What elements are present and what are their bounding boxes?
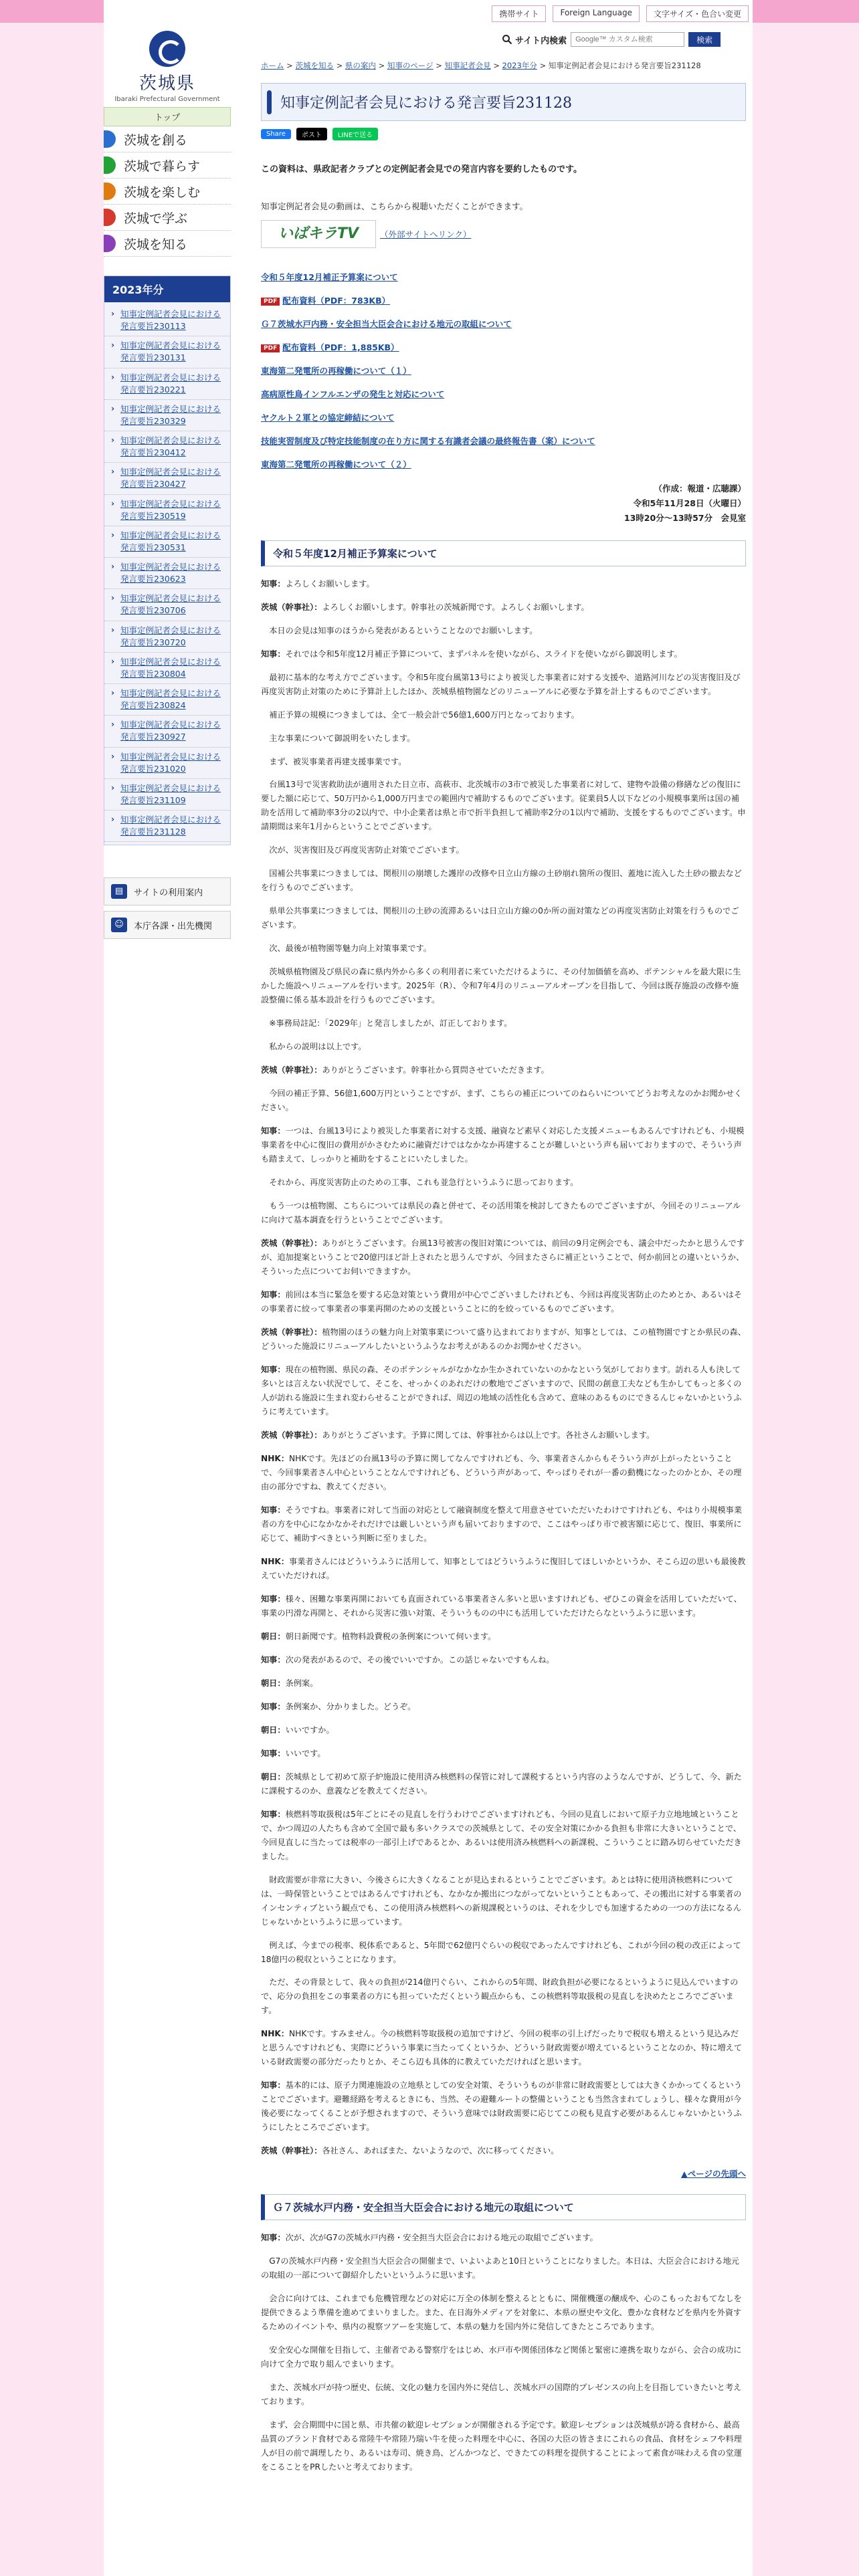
transcript-paragraph <box>261 577 746 591</box>
speech-text: 今回の補正予算、56億1,600万円ということですが、まず、こちらの補正についてのねらいについてどうお考えなのかお聞かせください。 <box>261 1089 743 1113</box>
speech-text: 国補公共事業につきましては、関根川の崩壊した護岸の改修や日立山方線の土砂崩れ箇所の復旧、蓋地に流入した土砂の撤去などを行うものでございます。 <box>261 869 742 893</box>
transcript-paragraph <box>261 732 746 746</box>
sidebar-nav-label: 茨城で学ぶ <box>124 211 188 226</box>
transcript-paragraph <box>261 1087 746 1115</box>
speaker-label: 茨城（幹事社）： <box>261 1430 322 1440</box>
speech-text: 最初に基本的な考え方でございます。令和5年度台風第13号により被災した事業者に対する支援や、道路河川などの災害復旧及び再度災害防止対策のために予算計上したほか、茨城県植物園などのリニューアルに必要な予算を計上するものでございます。 <box>261 672 741 696</box>
year-archive-link[interactable]: 知事定例記者会見における発言要旨230706 <box>120 593 221 616</box>
external-site-link[interactable]: （外部サイトへリンク） <box>380 229 472 239</box>
section-heading-budget: 令和５年度12月補正予算案について <box>261 540 746 566</box>
transcript-paragraph <box>261 1428 746 1442</box>
breadcrumb-separator: > <box>537 61 549 70</box>
speaker-label: NHK： <box>261 1556 290 1566</box>
sidebar-nav-item[interactable] <box>104 126 231 152</box>
pdf-icon: PDF <box>261 298 280 306</box>
pdf-download-link[interactable]: 配布資料（PDF：783KB） <box>282 296 391 306</box>
speech-text: よろしくお願いします。 <box>285 578 375 588</box>
breadcrumb-link[interactable]: ホーム <box>261 61 284 70</box>
sidebar-nav-item[interactable] <box>104 152 231 179</box>
transcript-paragraph <box>261 1808 746 1864</box>
pdf-download-link[interactable]: 配布資料（PDF：1,885KB） <box>282 342 399 352</box>
speech-text: よろしくお願いします。幹事社の茨城新聞です。よろしくお願いします。 <box>322 602 589 612</box>
transcript-paragraph <box>261 1770 746 1798</box>
transcript-budget <box>261 577 746 2159</box>
page-top-row <box>261 2167 746 2179</box>
sidebar-nav-item[interactable] <box>104 205 231 231</box>
speaker-label: 知事： <box>261 1809 286 1819</box>
transcript-paragraph <box>261 942 746 956</box>
transcript-paragraph <box>261 2292 746 2334</box>
toc-item <box>261 435 746 447</box>
transcript-paragraph <box>261 1124 746 1166</box>
toc-item <box>261 318 746 330</box>
page-title: 知事定例記者会見における発言要旨231128 <box>280 95 572 112</box>
year-archive-link[interactable]: 知事定例記者会見における発言要旨230427 <box>120 467 221 490</box>
toc-link[interactable]: 高病原性鳥インフルエンザの発生と対応について <box>261 389 445 399</box>
transcript-paragraph <box>261 778 746 834</box>
transcript-paragraph <box>261 1653 746 1667</box>
year-archive-link[interactable]: 知事定例記者会見における発言要旨230623 <box>120 562 221 584</box>
transcript-paragraph <box>261 1555 746 1583</box>
speech-text: また、茨城水戸が持つ歴史、伝統、文化の魅力を国内外に発信し、茨城水戸の国際的プレゼンスの向上を目指していきたいと考えております。 <box>261 2383 742 2407</box>
guide-book-icon: ▤ <box>111 884 127 899</box>
speech-text: 県単公共事業につきましては、関根川の土砂の流滞あるいは日立山方線の0か所の面対策などの再度災害防止対策を行うものでございます。 <box>261 906 739 930</box>
speech-text: ありがとうございます。予算に関しては、幹事社からは以上です。各社さんお願いします。 <box>322 1430 655 1440</box>
speech-text: 朝日新聞です。植物料設費税の条例案について伺います。 <box>285 1631 496 1641</box>
breadcrumb-link[interactable]: 2023年分 <box>502 61 537 70</box>
year-archive-link[interactable]: 知事定例記者会見における発言要旨231109 <box>120 782 221 805</box>
toc-link[interactable]: 令和５年度12月補正予算案について <box>261 272 398 282</box>
credits-author: （作成：報道・広聴課） <box>654 484 746 494</box>
utility-links <box>492 5 749 22</box>
speech-text: 次が、次がG7の茨城水戸内務・安全担当大臣会合における地元の取組でございます。 <box>285 2233 598 2243</box>
speech-text: 基本的には、原子力関連施設の立地県としての安全対策、そういうものが非常に財政需要としては大きくかかってくるということでございます。避難経路を考えるときにも、当然、その避難ルートの整備ということも当然含まれてしょうし、様々な費用が今後必要になってくることが予想されますので、そういう意味では財政需要に応じてこの税も見直す必要があるんじゃないかというふうにしたところでございます。 <box>261 2080 743 2133</box>
speaker-label: 朝日： <box>261 1772 286 1782</box>
breadcrumb-separator: > <box>433 61 445 70</box>
speech-text: 核燃料等取扱税は5年ごとにその見直しを行うわけでございますけれども、今回の見直しにおいて原子力立地地域ということで、かつ周辺の人たちも含めて全国で最も多いクラスでの茨城県として、その安全対策にかかる負担も非常に大きいということで、今回見直しに当たっては税率の一部引上げであるとか、あるいは使用済み核燃料への新課税、こういうことに踏み切らせていただきました。 <box>261 1809 742 1861</box>
year-archive-item <box>104 589 230 621</box>
breadcrumb-current: 知事定例記者会見における発言要旨231128 <box>548 61 701 70</box>
video-note: 知事定例記者会見の動画は、こちらから視聴いただくことができます。 <box>261 201 529 211</box>
transcript-paragraph <box>261 2078 746 2135</box>
logo-english-name: Ibaraki Prefectural Government <box>114 96 220 103</box>
sidebar-nav <box>104 126 231 257</box>
year-archive-link[interactable]: 知事定例記者会見における発言要旨230531 <box>120 530 221 552</box>
transcript-paragraph <box>261 1630 746 1644</box>
transcript-paragraph <box>261 1592 746 1620</box>
toc-link[interactable]: 東海第二発電所の再稼働について（２） <box>261 459 411 469</box>
speaker-label: 知事： <box>261 1748 286 1758</box>
year-archive-item <box>104 653 230 684</box>
sidebar-nav-label: 茨城を楽しむ <box>124 185 201 200</box>
speech-text: 私からの説明は以上です。 <box>269 1042 367 1052</box>
year-archive-link[interactable]: 知事定例記者会見における発言要旨230720 <box>120 625 221 647</box>
year-archive-link[interactable]: 知事定例記者会見における発言要旨230824 <box>120 688 221 711</box>
departments-label: 本庁各課・出先機関 <box>134 921 213 932</box>
speaker-label: 知事： <box>261 1126 286 1136</box>
year-archive-list <box>104 302 230 845</box>
breadcrumb-separator: > <box>375 61 387 70</box>
transcript-paragraph <box>261 2231 746 2245</box>
speech-text: それでは令和5年度12月補正予算について、まずパネルを使いながら、スライドを使いながら御説明します。 <box>285 649 682 659</box>
search-input[interactable] <box>571 32 684 47</box>
speech-text: 現在の植物園、県民の森、そのポテンシャルがなかなか生かされていないのかなという気がしております。訪れる人も決して多いとは言えない状況でして、そこを、せっかくのあれだけの敷地でございますので、民間の創意工夫なども生かしてもっと多くの人が訪れる施設に生まれ変わらせることができれば、周辺の地域の活性化も含めて、意味のあるものにできるんじゃないかというふうに考えています。 <box>261 1365 742 1416</box>
transcript-paragraph <box>261 1288 746 1316</box>
toc-item <box>261 388 746 400</box>
toc-link[interactable]: Ｇ７茨城水戸内務・安全担当大臣会合における地元の取組について <box>261 319 512 329</box>
speech-text: まず、被災事業者再建支援事業です。 <box>269 756 407 766</box>
credits <box>261 481 746 526</box>
year-archive-item <box>104 400 230 431</box>
speech-text: まず、会合期間中に国と県、市共催の歓迎レセプションが開催される予定です。歓迎レセプションは茨城県が誇る食材から、最高品質のブランド食材である常陸牛や常陸乃瑞い牛を使った料理を中心に、各国の大臣の皆さまにこれらの食品、食材をシェフや料理人が目の前で調理したり、あるいは寿司、焼き鳥、どんかつなど、できたての料理を提供することによって素食が味わえる食の堂運をこることをPRしたいと考えております。 <box>261 2420 743 2472</box>
speech-text: 茨城県として初めて原子炉施設に使用済み核燃料の保管に対して課税するという内容のようなんですが、どうして、今、新たに課税するのか、意義などを教えてください。 <box>261 1772 742 1796</box>
transcript-paragraph <box>261 755 746 769</box>
search-icon <box>502 34 512 45</box>
speech-text: 各社さん、あればまた、ないようなので、次に移ってください。 <box>322 2146 559 2156</box>
speech-text: 事業者さんにはどういうふうに活用して、知事としてはどういうふうに復旧してほしいかというか、そこら辺の思いも最後教えていただければ。 <box>261 1556 746 1580</box>
transcript-paragraph <box>261 2381 746 2409</box>
speech-text: いいです。 <box>285 1748 326 1758</box>
year-archive-item <box>104 779 230 811</box>
speaker-label: NHK： <box>261 2029 290 2039</box>
toc-link[interactable]: 東海第二発電所の再稼働について（１） <box>261 366 411 376</box>
speaker-label: 茨城（幹事社）： <box>261 602 322 612</box>
speaker-label: 茨城（幹事社）： <box>261 1065 322 1075</box>
year-archive-item <box>104 621 230 653</box>
speaker-label: 知事： <box>261 1701 286 1711</box>
mobile-site-link[interactable]: 携帯サイト <box>492 5 546 22</box>
section-heading-g7: Ｇ７茨城水戸内務・安全担当大臣会合における地元の取組について <box>261 2194 746 2220</box>
transcript-paragraph <box>261 1325 746 1354</box>
breadcrumb-link[interactable]: 県の案内 <box>345 61 376 70</box>
year-archive-item <box>104 558 230 589</box>
transcript-paragraph <box>261 843 746 857</box>
speech-text: それから、再度災害防止のための工事、これも並急行というふうに思っております。 <box>269 1178 579 1188</box>
breadcrumb-link[interactable]: 知事記者会見 <box>444 61 491 70</box>
page-title-box <box>261 83 746 121</box>
prefecture-emblem-icon <box>149 31 185 67</box>
breadcrumb-separator: > <box>284 61 296 70</box>
transcript-paragraph <box>261 1040 746 1054</box>
transcript-paragraph <box>261 1873 746 1929</box>
year-archive-link[interactable]: 知事定例記者会見における発言要旨230113 <box>120 309 221 332</box>
breadcrumb-link[interactable]: 茨城を知る <box>295 61 334 70</box>
logo-name: 茨城県 <box>138 74 195 94</box>
toc-item <box>261 294 746 306</box>
speaker-label: 茨城（幹事社）： <box>261 1239 322 1249</box>
video-link-row <box>261 220 746 248</box>
toc-item <box>261 341 746 353</box>
year-archive-box <box>104 276 231 845</box>
site-logo[interactable] <box>104 23 231 106</box>
transcript-paragraph <box>261 1677 746 1691</box>
speech-text: 次の発表があるので、その後でいいですか。この話じゃないですもんね。 <box>285 1654 555 1665</box>
speech-text: 安全安心な開催を目指して、主催者である警察庁をはじめ、水戸市や関係団体など関係と緊密に連携を取りながら、会合の成功に向けて全力で取り組んでまいります。 <box>261 2345 742 2369</box>
breadcrumb <box>261 60 746 71</box>
year-archive-link[interactable]: 知事定例記者会見における発言要旨230927 <box>120 720 221 742</box>
transcript-paragraph <box>261 1747 746 1761</box>
search-button[interactable]: 検索 <box>688 32 721 47</box>
site-search <box>502 32 721 47</box>
speaker-label: 知事： <box>261 2233 286 2243</box>
sidebar-nav-item[interactable] <box>104 179 231 205</box>
transcript-paragraph <box>261 867 746 895</box>
speech-text: 植物園のほうの魅力向上対策事業について盛り込まれておりますが、知事としては、この植物園ですとか県民の森、どういった施設にリニューアルしたいというふうなお考えがあるのかお聞かせください。 <box>261 1327 746 1352</box>
speaker-label: 知事： <box>261 649 286 659</box>
year-archive-item <box>104 368 230 400</box>
year-archive-link[interactable]: 知事定例記者会見における発言要旨230329 <box>120 403 221 426</box>
transcript-paragraph <box>261 904 746 932</box>
year-archive-link[interactable]: 知事定例記者会見における発言要旨230519 <box>120 498 221 521</box>
transcript-paragraph <box>261 2254 746 2282</box>
year-archive-link[interactable]: 知事定例記者会見における発言要旨230221 <box>120 372 221 395</box>
transcript-paragraph <box>261 1723 746 1737</box>
transcript-paragraph <box>261 601 746 615</box>
main-content <box>261 60 746 2484</box>
nav-color-marker-icon <box>104 209 116 226</box>
transcript-paragraph <box>261 1199 746 1227</box>
transcript-paragraph <box>261 1939 746 1967</box>
breadcrumb-separator: > <box>333 61 345 70</box>
search-label <box>502 33 567 46</box>
site-guide-link[interactable] <box>104 877 231 905</box>
speech-text: 様々、困難な事業再開においても直面されている事業者さん多いと思いますけれども、ぜひこの資金を活用していただいて、事業の円滑な再開と、それから災害に強い対策、そういうものの中にも活用していただけたらなというふうに思います。 <box>261 1594 742 1618</box>
transcript-g7 <box>261 2231 746 2474</box>
year-archive-link[interactable]: 知事定例記者会見における発言要旨230804 <box>120 656 221 679</box>
year-archive-item <box>104 336 230 368</box>
transcript-paragraph <box>261 1016 746 1031</box>
breadcrumb-link[interactable]: 知事のページ <box>387 61 434 70</box>
speech-text: 主な事業について御説明をいたします。 <box>269 733 415 743</box>
sidebar <box>104 107 231 939</box>
year-archive-item <box>104 431 230 463</box>
sidebar-top-link[interactable]: トップ <box>104 107 231 126</box>
year-archive-link[interactable]: 知事定例記者会見における発言要旨231020 <box>120 751 221 774</box>
nav-color-marker-icon <box>104 130 116 148</box>
credits-date: 令和5年11月28日（火曜日） <box>633 498 746 508</box>
year-archive-item <box>104 526 230 558</box>
updated-date: 更新日:2023年11月28日 <box>664 132 741 139</box>
transcript-paragraph <box>261 1176 746 1190</box>
year-archive-item <box>104 495 230 526</box>
sidebar-nav-item[interactable] <box>104 231 231 257</box>
year-archive-item <box>104 748 230 779</box>
speaker-label: 茨城（幹事社）： <box>261 2146 322 2156</box>
year-archive-item <box>104 463 230 494</box>
transcript-paragraph <box>261 671 746 699</box>
transcript-paragraph <box>261 708 746 722</box>
transcript-paragraph <box>261 965 746 1007</box>
speaker-label: 朝日： <box>261 1631 286 1641</box>
text-size-color-link[interactable]: 文字サイズ・色合い変更 <box>646 5 749 22</box>
speech-text: 茨城県植物園及び県民の森に県内外から多くの利用者に来ていただけるように、その付加価値を高め、ポテンシャルを最大限に生かした施設へリニューアルを行います。2025年（R）、令和7年4月のリニューアルオープンを目指して、今回は既存施設の改修や施設整備に係る基本設計を行うものでございます。 <box>261 967 741 1005</box>
speech-text: 例えば、今までの税率、税体系であると、5年間で62億円ぐらいの税収であったんですけれども、これが今回の税の改正によって18億円の税収ということになります。 <box>261 1940 741 1964</box>
speech-text: 次が、災害復旧及び再度災害防止対策でございます。 <box>269 845 464 855</box>
year-archive-link[interactable]: 知事定例記者会見における発言要旨230412 <box>120 435 221 458</box>
sidebar-nav-label: 茨城を知る <box>124 237 188 252</box>
speaker-label: 朝日： <box>261 1678 286 1688</box>
nav-color-marker-icon <box>104 156 116 174</box>
speech-text: 前回は本当に緊急を要する応急対策という費用が中心でございましたけれども、今回は再度災害防止のためとか、あるいはその事業者に絞って事業者の事業再開のための支援ということに的を絞っているものでございます。 <box>261 1290 743 1314</box>
speech-text: ※事務局註記：「2029年」と発言しましたが、訂正しております。 <box>269 1018 512 1029</box>
year-archive-item <box>104 305 230 336</box>
transcript-paragraph <box>261 647 746 661</box>
speech-text: 補正予算の規模につきましては、全て一般会計で56億1,600万円となっております。 <box>269 710 579 720</box>
share-bar <box>261 128 746 140</box>
transcript-paragraph <box>261 2027 746 2069</box>
speech-text: 次、最後が植物園等魅力向上対策事業です。 <box>269 944 432 954</box>
speech-text: もう一つは植物園、こちらについては県民の森と併せて、その活用策を検討してきたものでございますが、今回そのリニューアルに向けて基本調査を行うということでございます。 <box>261 1201 741 1225</box>
speech-text: 会合に向けては、これまでも危機管理などの対応に万全の体制を整えるとともに、開催機運の醸成や、心のこもったおもてなしを提供できるよう準備を進めてまいりました。また、在日海外メディアを対象に、本県の歴史や文化、豊かな食材などを県内を外資するためのイベントや、県内の視察ツアーを実施して、本県の魅力を国内外に発信してきたところであります。 <box>261 2294 742 2332</box>
toc-item <box>261 411 746 423</box>
speaker-label: 知事： <box>261 1505 286 1515</box>
speaker-label: 朝日： <box>261 1725 286 1735</box>
speech-text: 財政需要が非常に大きい、今後さらに大きくなることが見込まれるということでございます。あとは特に使用済核燃料については、一時保管ということではあるんですけれども、なかなか搬出につながってないということもあって、その搬出に対する事業者のインセンティブという観点でも、この使用済み核燃料への新規課税というのは、それを少しでも加速するための一つの方法になるんじゃないかというふうに思っています。 <box>261 1874 742 1927</box>
speech-text: 台風13号で災害救助法が適用された日立市、高萩市、北茨城市の3市で被災した事業者に対して、建物や設備の修繕などの復旧に要した額に応じて、50万円から1,000万円までの範囲内で補助するものでございます。従業員5人以下などの小規模事業所は国の補助を活用して補助率3分の2以内で、中小企業者は県と市で折半負担して補助率2分の1以内で補助、支援をするものでございます。申請期間は来年1月からということでございます。 <box>261 780 746 832</box>
toc-item <box>261 271 746 283</box>
toc-link[interactable]: 技能実習制度及び特定技能制度の在り方に関する有識者会議の最終報告書（案）について <box>261 436 595 446</box>
x-post-button[interactable]: ポスト <box>296 128 327 140</box>
transcript-paragraph <box>261 2418 746 2474</box>
speech-text: ただ、その背景として、我々の負担が214億円ぐらい、これからの5年間、財政負担が必要になるというように見込んでいますので、応分の負担をこの事業者の方にも担っていただくという観点からも、この核燃料等取扱税の見直しを決めたところでございます。 <box>261 1977 739 2016</box>
year-archive-link[interactable]: 知事定例記者会見における発言要旨230131 <box>120 340 221 363</box>
speaker-label: 知事： <box>261 1654 286 1665</box>
speech-text: ありがとうございます。幹事社から質問させていただきます。 <box>322 1065 549 1075</box>
speech-text: 条例案か、分かりました。どうぞ。 <box>285 1701 416 1711</box>
table-of-contents <box>261 271 746 470</box>
page-top-link[interactable]: ▲ページの先頭へ <box>681 2169 746 2179</box>
year-archive-link[interactable]: 知事定例記者会見における発言要旨231128 <box>120 815 221 837</box>
speech-text: ありがとうございます。台風13号被害の復旧対策については、前回の9月定例会でも、議会中だったかと思うんですが、追加提案ということで20億円ほど計上されたと思うんですが、今回またさらに補正ということで、何か前回との違いというか、そういった点についてお伺いできますか。 <box>261 1239 745 1277</box>
nav-color-marker-icon <box>104 183 116 200</box>
people-icon: ☺ <box>111 918 127 932</box>
speaker-label: 知事： <box>261 578 286 588</box>
year-archive-header: 2023年分 <box>104 276 230 302</box>
transcript-paragraph <box>261 1063 746 1077</box>
transcript-paragraph <box>261 1700 746 1714</box>
toc-link[interactable]: ヤクルト２軍との協定締結について <box>261 413 395 423</box>
departments-link[interactable] <box>104 911 231 939</box>
sidebar-nav-label: 茨城を創る <box>124 132 188 148</box>
speaker-label: 知事： <box>261 1365 286 1374</box>
speech-text: NHKです。先ほどの台風13号の予算に関してなんですけれども、今、事業者さんからもそういう声が上がったということで、今回事業者さん中心ということなんですけれども、どういう声があって、やっぱりそれが一番の動機になったのかとか、その理由の部分ですね、教えてください。 <box>261 1453 742 1491</box>
line-share-button[interactable]: LINEで送る <box>332 128 378 140</box>
search-label-text: サイト内検索 <box>515 35 567 46</box>
speech-text: そうですね。事業者に対して当面の対応として融資制度を整えて用意させていただいたわけですけれども、やはり小規模事業者の方を中心になかなかそれだけでは厳しいという声も届いておりますので、ここはやっぱり市で被害額に応じて、復旧、事業所に応じて、補助すべきという判断に至りました。 <box>261 1505 743 1543</box>
speaker-label: 茨城（幹事社）： <box>261 1327 322 1337</box>
transcript-paragraph <box>261 1237 746 1279</box>
nav-color-marker-icon <box>104 235 116 252</box>
transcript-paragraph <box>261 1975 746 2018</box>
speech-text: いいですか。 <box>285 1725 335 1735</box>
speaker-label: 知事： <box>261 2080 286 2090</box>
transcript-paragraph <box>261 2144 746 2158</box>
speech-text: NHKです。すみません。今の核燃料等取扱税の追加ですけど、今回の税率の引上げだったりで税収も増えるという見込みだと思うんですけれども、実際にどういう事業に当たってくというか、どういう財政需要が増えているということなのか、特に増えている財政需要の部分だったりとか、そこら辺も具体的に教えていただければと思います。 <box>261 2029 743 2067</box>
toc-item <box>261 458 746 470</box>
sidebar-nav-label: 茨城で暮らす <box>124 158 201 174</box>
speech-text: 本日の会見は知事のほうから発表があるということなのでお願いします。 <box>269 625 538 635</box>
facebook-share-button[interactable]: Share <box>261 129 291 139</box>
speech-text: 一つは、台風13号により被災した事業者に対する支援、融資など素早く対応した支援メニューもあるんですけれども、小規模事業者を中心に復旧の費用がかさむために融資だけではなかなか再建することが難しいという声も届いておりますので、そういう声も踏まえて、しっかりと補助をすることにいたしました。 <box>261 1126 745 1164</box>
transcript-paragraph <box>261 2343 746 2371</box>
lead-text: この資料は、県政記者クラブとの定例記者会見での発言内容を要約したものです。 <box>261 165 582 175</box>
ibakira-tv-logo[interactable]: いばキラTV <box>261 220 376 248</box>
transcript-paragraph <box>261 1503 746 1545</box>
speaker-label: NHK： <box>261 1453 290 1463</box>
transcript-paragraph <box>261 1452 746 1494</box>
site-guide-label: サイトの利用案内 <box>134 887 203 898</box>
foreign-language-link[interactable]: Foreign Language <box>553 5 639 22</box>
pdf-icon: PDF <box>261 344 280 352</box>
toc-item <box>261 364 746 377</box>
speech-text: 条例案。 <box>285 1678 318 1688</box>
breadcrumb-separator: > <box>490 61 502 70</box>
transcript-paragraph <box>261 624 746 638</box>
speech-text: G7の茨城水戸内務・安全担当大臣会合の開催まで、いよいよあと10日ということになりました。本日は、大臣会合における地元の取組の一部について御紹介したいというふうに思います。 <box>261 2256 739 2280</box>
year-archive-item <box>104 811 230 842</box>
credits-time-place: 13時20分～13時57分 会見室 <box>624 512 746 523</box>
year-archive-item <box>104 684 230 716</box>
year-archive-item <box>104 716 230 747</box>
speaker-label: 知事： <box>261 1594 286 1604</box>
transcript-paragraph <box>261 1363 746 1419</box>
speaker-label: 知事： <box>261 1290 286 1300</box>
